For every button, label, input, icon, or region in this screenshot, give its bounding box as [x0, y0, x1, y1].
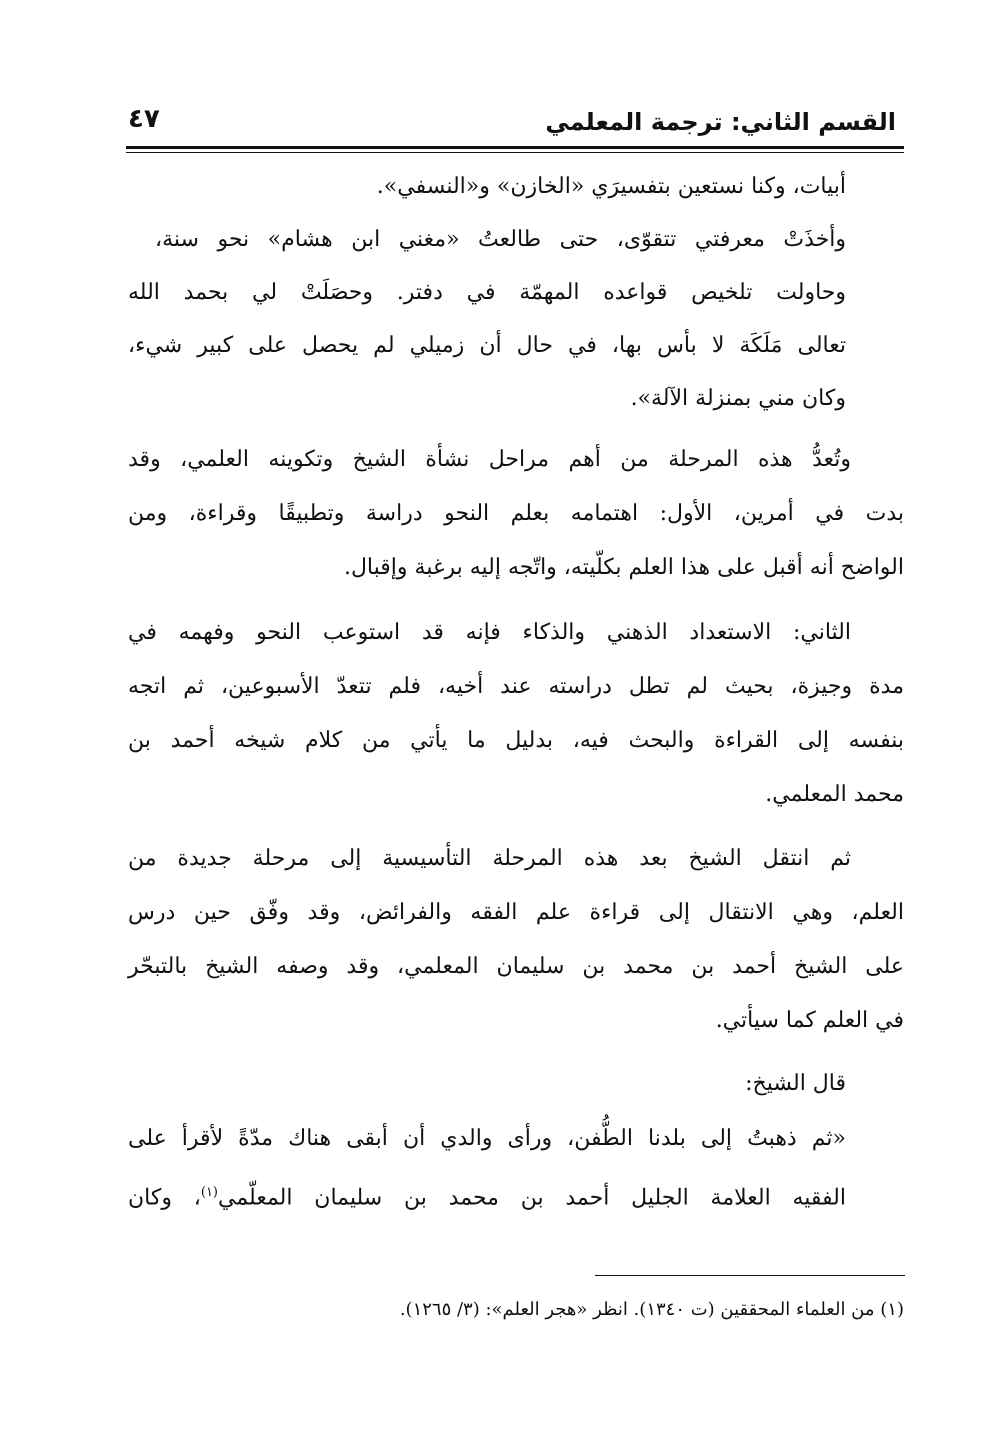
running-head-title: القسم الثاني: ترجمة المعلمي [545, 108, 896, 136]
header-rule-thick [126, 146, 904, 149]
text-line: ثم انتقل الشيخ بعد هذه المرحلة التأسيسية إلى مرحلة جديدة من [128, 846, 851, 871]
quote-text: ، وكان [128, 1185, 201, 1211]
quote-line [128, 1176, 846, 1215]
text-line: على الشيخ أحمد بن محمد بن سليمان المعلمي، وقد وصفه الشيخ بالتبحّر [128, 954, 904, 979]
text-line: الواضح أنه أقبل على هذا العلم بكلّيته، واتّجه إليه برغبة وإقبال. [343, 555, 904, 580]
text-line: في العلم كما سيأتي. [715, 1008, 904, 1033]
footnote-reference: (١) [200, 1185, 218, 1200]
quote-text: الفقيه العلامة الجليل أحمد بن محمد بن سليمان المعلّمي [218, 1185, 846, 1211]
text-line: وكان مني بمنزلة الآلة». [630, 386, 846, 411]
text-line: وتُعدُّ هذه المرحلة من أهم مراحل نشأة الشيخ وتكوينه العلمي، وقد [128, 447, 851, 472]
footnote-text: من العلماء المحققين (ت ١٣٤٠). انظر «هجر العلم»: (٣/ ١٢٦٥). [399, 1299, 875, 1320]
header-rule-thin [126, 152, 904, 153]
quote-line: «ثم ذهبتُ إلى بلدنا الطُّفن، ورأى والدي أن أبقى هناك مدّةً لأقرأ على [128, 1126, 846, 1151]
text-line: وحاولت تلخيص قواعده المهمّة في دفتر. وحصَلَتْ لي بحمد الله [128, 280, 846, 305]
footnote-separator [595, 1275, 905, 1276]
footnote [400, 1296, 904, 1324]
footnote-marker: (١) [880, 1299, 904, 1320]
text-line: وأخذَتْ معرفتي تتقوّى، حتى طالعتُ «مغني ابن هشام» نحو سنة، [155, 227, 846, 252]
quote-intro: قال الشيخ: [745, 1071, 846, 1096]
page-number: ٤٧ [128, 104, 160, 134]
text-line: العلم، وهي الانتقال إلى قراءة علم الفقه والفرائض، وقد وفّق حين درس [128, 900, 904, 925]
text-line: محمد المعلمي. [765, 782, 904, 807]
text-line: أبيات، وكنا نستعين بتفسيرَي «الخازن» و«النسفي». [376, 174, 846, 199]
text-line: بنفسه إلى القراءة والبحث فيه، بدليل ما يأتي من كلام شيخه أحمد بن [128, 728, 904, 753]
text-line: بدت في أمرين، الأول: اهتمامه بعلم النحو دراسة وتطبيقًا وقراءة، ومن [128, 501, 904, 526]
text-line: تعالى مَلَكَة لا بأس بها، في حال أن زميلي لم يحصل على كبير شيء، [128, 333, 846, 358]
text-line: مدة وجيزة، بحيث لم تطل دراسته عند أخيه، فلم تتعدّ الأسبوعين، ثم اتجه [128, 674, 904, 699]
text-line: الثاني: الاستعداد الذهني والذكاء فإنه قد استوعب النحو وفهمه في [128, 620, 851, 645]
